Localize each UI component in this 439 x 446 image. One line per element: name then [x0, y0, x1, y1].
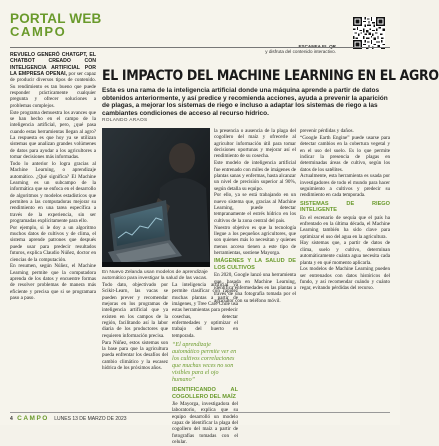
- left-paragraph: En resumen, según Núñez, el Machine Learning permite que la computadora aprenda de los datos y encuentre formas de resolver problemas de manera más eficiente y precisa que si se programara paso a paso.: [10, 263, 96, 302]
- body-paragraph: Este modelo de inteligencia artificial fue entrenado con miles de imágenes de plantas sanas y enfermas, hasta alcanzar un nivel de precisión superior al 90%, según detalla su equipo.: [214, 160, 296, 192]
- left-column: [10, 52, 96, 302]
- body-paragraph: prevenir pérdidas y daños.: [300, 128, 354, 134]
- subheading: IMÁGENES Y LA SALUD DE LOS CULTIVOS: [214, 258, 296, 271]
- article-byline: ROLANDO ARAOS: [102, 118, 148, 123]
- photo-caption: En Nuevo Zelanda usan modelos de aprendizaje automático para investigar la salud de las vacas.: [102, 270, 208, 281]
- body-paragraph: Por ello, ya se está trabajando en un nuevo sistema que, gracias al Machine Learning, puede detectar tempranamente el estrés hídrico en los cultivos de la zona central del país.: [214, 192, 296, 224]
- article-headline: EL IMPACTO DEL MACHINE LEARNING EN EL AGRO: [102, 67, 439, 84]
- section-masthead: [10, 12, 130, 39]
- body-paragraph: “Google Earth Engine” puede usarse para detectar cambios en la cobertura vegetal y en el uso del suelo. Es lo que permite indicar la presencia de plagas en determinadas áreas de cultivo, según los datos de los satélites.: [300, 134, 390, 173]
- masthead-top: PORTAL WEB: [10, 11, 102, 26]
- subheading: IDENTIFICANDO AL COGOLLERO DEL MAÍZ: [172, 387, 238, 400]
- footer-brand: CAMPO: [17, 415, 49, 422]
- qr-note: [250, 44, 336, 54]
- body-column-c: [214, 128, 296, 304]
- qr-note-text: y disfruta del contenido interactivo.: [265, 49, 336, 55]
- body-paragraph: Hay sistemas que, a partir de datos de clima, suelo y cultivo, determinan automáticamente cuánta agua necesita cada planta y en qué momento aplicarla.: [300, 240, 390, 266]
- body-paragraph: En 2020, Google lanzó una herramienta que, basada en Machine Learning, identifica enfermedades en las plantas a través de una fotografía tomada por el agricultor con su teléfono móvil.: [214, 272, 296, 304]
- masthead-bottom: CAMPO: [10, 24, 67, 39]
- publication-date: LUNES 13 DE MARZO DE 2023: [54, 416, 127, 422]
- article-deck: Esta es una rama de la inteligencia artificial donde una máquina aprende a partir de datos obtenidos anteriormente, y así predice y recomienda acciones, ayuda a prevenir la aparición de plagas, a mejorar los sistemas de riego e incluso a adaptar los sistemas de riego a las cambiantes condiciones de acceso al recurso hídrico.: [102, 87, 388, 117]
- body-column-b: [172, 282, 238, 446]
- body-paragraph: Los modelos de Machine Learning pueden ser entrenados con datos históricos del fundo, y así recomendar cuándo y cuánto regar, evitando pérdidas del recurso.: [300, 266, 390, 292]
- left-lead: REVUELO GENERÓ CHATGPT, EL CHATBOT CREADO CON INTELIGENCIA ARTIFICIAL POR LA EMPRESA OPENAI,: [10, 52, 96, 78]
- body-column-d: [300, 128, 390, 292]
- left-lead-rest: por ser capaz de producir diversos tipos de contenido. Su rendimiento es tan bueno que puede responder prácticamente cualquier pregunta y ofrecer soluciones a problemas complejos.: [10, 71, 96, 109]
- body-column-a: [102, 282, 168, 372]
- page-number: 4: [10, 416, 13, 422]
- body-paragraph: Actualmente, esta herramienta es usada por investigadores de todo el mundo para hacer seguimiento a cultivos y predecir su rendimiento en cada temporada.: [300, 173, 390, 199]
- body-paragraph: Para Núñez, estos sistemas son la base para que la agricultura pueda enfrentar los desafíos del cambio climático y la escasez hídrica de los próximos años.: [102, 339, 168, 371]
- body-paragraph: la presencia o ausencia de la plaga del cogollero del maíz y ofrecerle al agricultor información útil para tomar decisiones oportunas y mejorar así el rendimiento de su cosecha.: [214, 128, 296, 160]
- left-paragraph: Todo lo anterior lo logra gracias al Machine Learning, o aprendizaje automático. ¿Qué significa? El Machine Learning es un subcampo de la informática que se enfoca en el desarrollo de algoritmos y modelos estadísticos que permiten a las computadoras mejorar su rendimiento en una tarea específica a través de la experiencia, sin ser programadas explícitamente para ello.: [10, 160, 96, 224]
- qr-code-icon[interactable]: [353, 17, 385, 49]
- left-paragraph: Por ejemplo, si le doy a un algoritmo muchos datos de cultivos y de clima, el sistema aprende patrones que después puede usar para predecir resultados futuros, explica Claudio Núñez, doctor en ciencias de la computación.: [10, 224, 96, 263]
- left-paragraph: Este programa demuestra los avances que se han hecho en el campo de la inteligencia artificial, pero, ¿qué pasa cuando estas herramientas llegan al agro? La respuesta es que hoy ya se utilizan sistemas que analizan grandes volúmenes de datos para ayudar a los agricultores a tomar decisiones más informadas.: [10, 109, 96, 160]
- footer-divider: [10, 412, 390, 413]
- body-paragraph: Jie Mayorga, investigadora del laboratorio, explica que su equipo desarrolló un modelo capaz de identificar la plaga del cogollero del maíz a partir de fotografías tomadas con el celular.: [172, 400, 238, 445]
- header-divider: [10, 47, 390, 48]
- page-footer: [10, 415, 127, 422]
- body-paragraph: Nuestro objetivo es que la tecnología llegue a los pequeños agricultores, que son quienes más lo necesitan y quienes menos acceso tienen a este tipo de herramientas, sostiene Mayorga.: [214, 224, 296, 257]
- body-paragraph: La inteligencia artificial ya permite clasificar con rapidez muchas plantas a partir de imágenes, y Tree Care Chile usa estas herramientas para predecir cosechas, detectar enfermedades y optimizar el trabajo del huerto en temporada.: [172, 282, 238, 339]
- body-paragraph: En el escenario de sequía que el país ha enfrentado en la última década, el Machine Learning también ha sido clave para optimizar el uso del agua en la agricultura.: [300, 214, 390, 240]
- pull-quote: “El aprendizaje automático permite ver en los cultivos correlaciones que muchas veces no son visibles para el ojo humano”: [172, 342, 237, 384]
- subheading: SISTEMAS DE RIEGO INTELIGENTE: [300, 200, 390, 214]
- body-paragraph: Todo dato, objectivado por Scikit-Learn, las vacas se pueden prever y recomendar mejoras en los programas de inteligencia artificial que ya existen en los campos de la región, facilitando así la labor diaria de los productores que requieren información precisa.: [102, 282, 168, 339]
- article-photo: [102, 128, 210, 267]
